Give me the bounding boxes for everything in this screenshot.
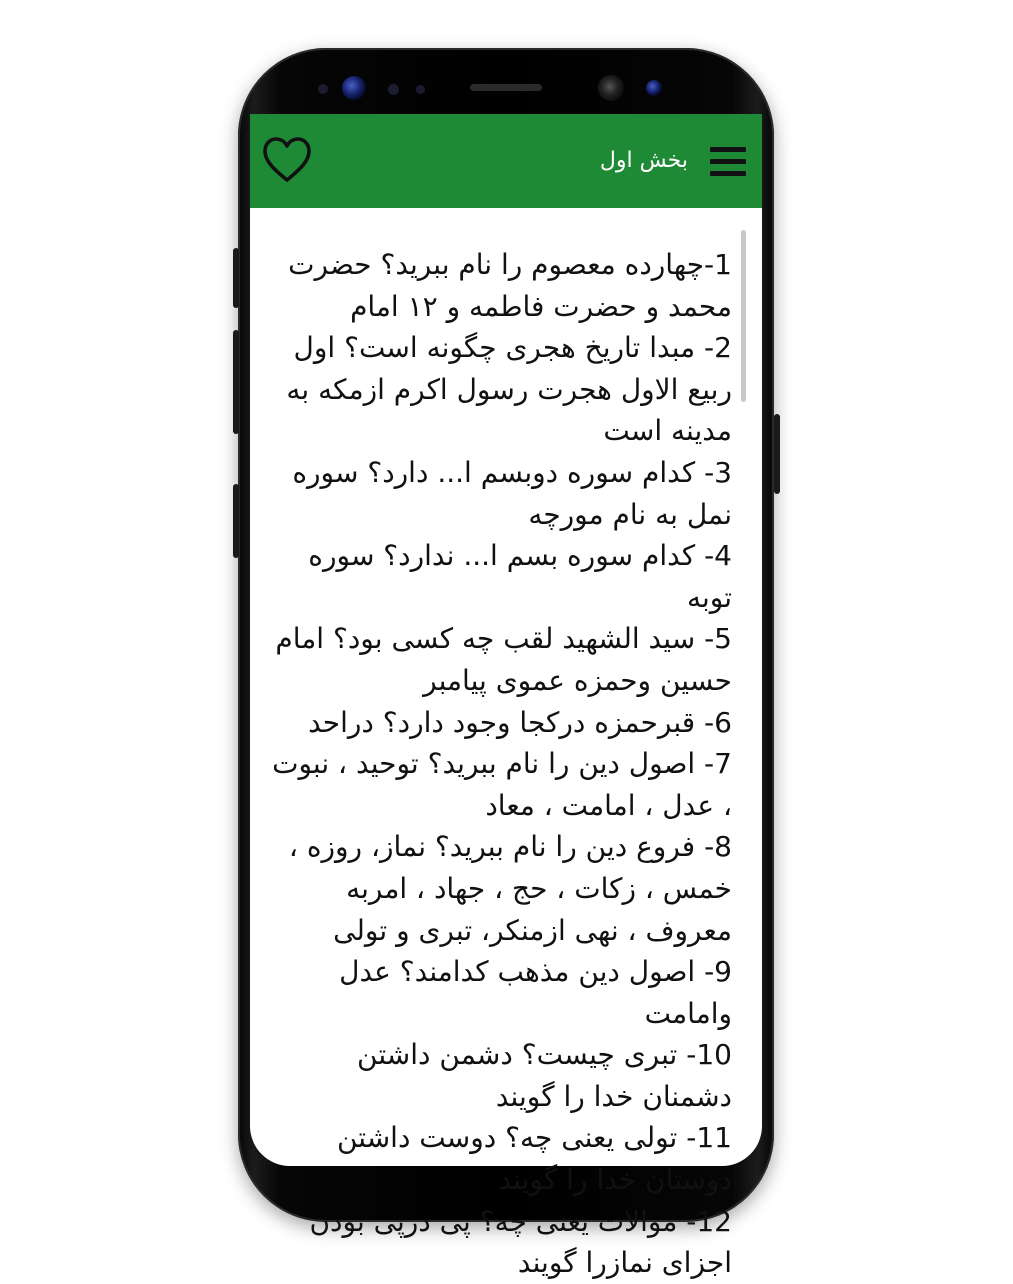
sensor-dot (416, 85, 425, 94)
question-9: 9- اصول دین مذهب کدامند؟ عدل وامامت (339, 955, 732, 1030)
question-7: 7- اصول دین را نام ببرید؟ توحید ، نبوت ، عدل ، امامت ، معاد (272, 747, 732, 822)
app-screen (250, 114, 762, 1280)
question-5: 5- سید الشهید لقب چه کسی بود؟ امام حسین وحمزه عموی پیامبر (275, 622, 732, 697)
question-10: 10- تبری چیست؟ دشمن داشتن دشمنان خدا را گویند (357, 1038, 732, 1113)
question-8: 8- فروع دین را نام ببرید؟ نماز، روزه ، خمس ، زکات ، حج ، جهاد ، امربه معروف ، نهی ازمنکر، تبری و تولی (288, 830, 732, 947)
hamburger-menu-icon[interactable] (710, 142, 746, 180)
sensor-dot (318, 84, 328, 94)
app-bar (250, 114, 762, 208)
front-camera-lens (598, 75, 624, 101)
side-key (233, 484, 239, 558)
bixby-button (233, 248, 239, 308)
questions-text (268, 244, 732, 1280)
heart-outline-icon[interactable] (262, 136, 312, 186)
question-6: 6- قبرحمزه درکجا وجود دارد؟ دراحد (308, 705, 732, 739)
earpiece-speaker (470, 84, 542, 91)
iris-scanner-lens (342, 76, 366, 100)
question-11: 11- تولی یعنی چه؟ دوست داشتن دوستان خدا را گویند (336, 1121, 732, 1197)
scrollbar[interactable] (741, 230, 746, 402)
power-button (774, 414, 780, 494)
volume-button (233, 330, 239, 434)
question-3: 3- کدام سوره دوبسم ا... دارد؟ سوره نمل به نام مورچه (292, 455, 732, 531)
question-1: 1-چهارده معصوم را نام ببرید؟ حضرت محمد و حضرت فاطمه و ۱۲ امام (288, 248, 732, 323)
question-12: 12- موالات یعنی چه؟ پی درپی بودن اجزای نمازرا گویند (309, 1204, 732, 1280)
proximity-sensor (646, 80, 662, 96)
page-title: بخش اول (599, 148, 688, 173)
question-4: 4- کدام سوره بسم ا... ندارد؟ سوره توبه (308, 539, 732, 614)
question-2: 2- مبدا تاریخ هجری چگونه است؟ اول ربیع الاول هجرت رسول اکرم ازمکه به مدینه است (286, 331, 732, 448)
sensor-dot (388, 84, 399, 95)
